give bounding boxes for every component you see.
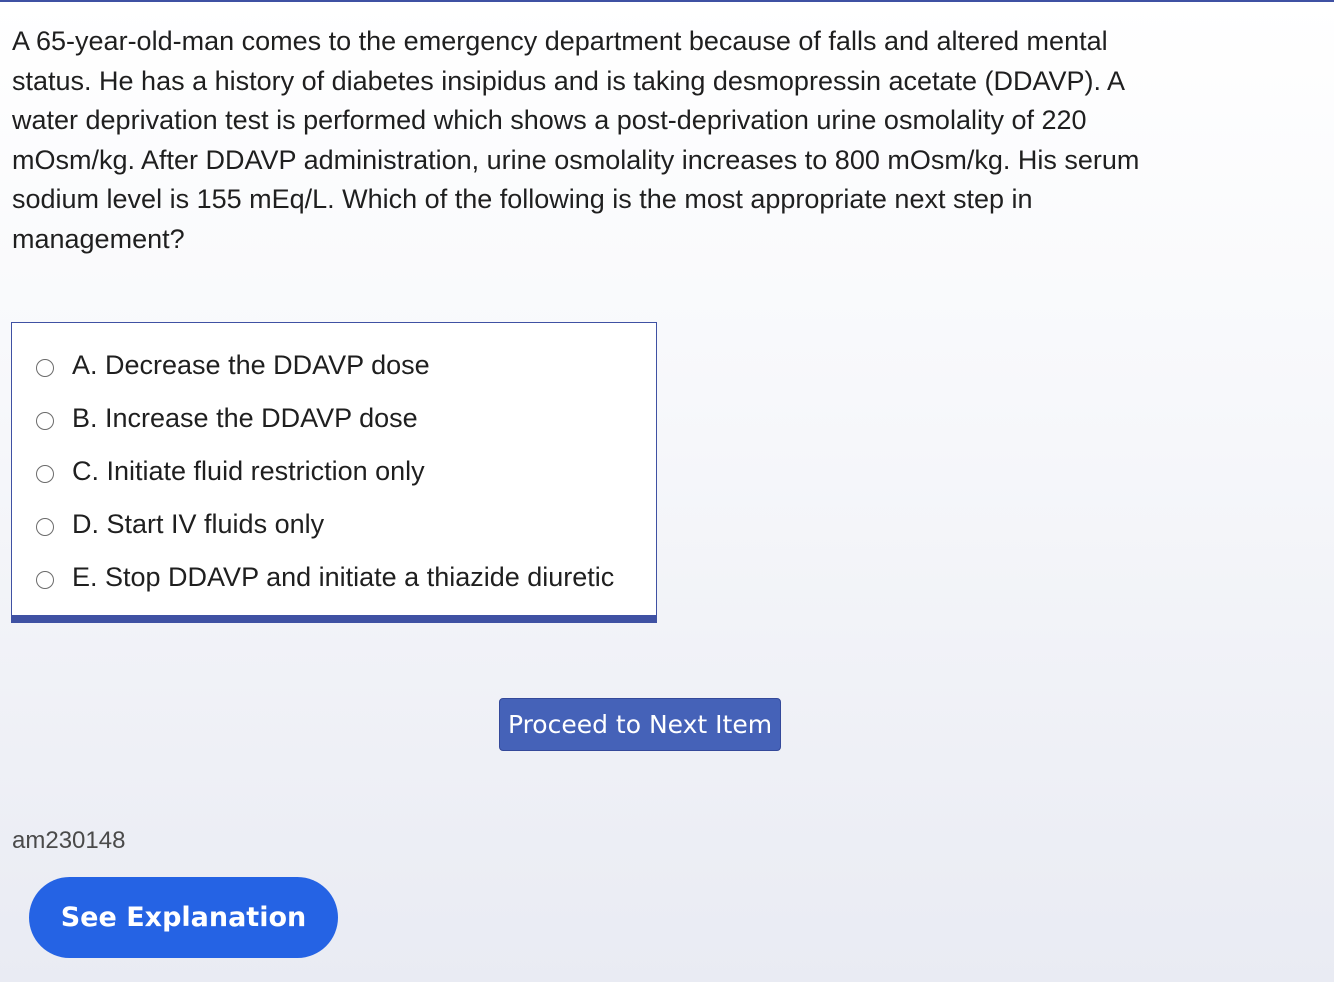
choice-b[interactable] — [36, 398, 418, 438]
radio-button[interactable] — [36, 412, 54, 430]
see-explanation-button[interactable]: See Explanation — [29, 877, 338, 958]
choice-label: C. Initiate fluid restriction only — [72, 455, 425, 486]
choice-label: D. Start IV fluids only — [72, 508, 325, 539]
choice-a[interactable] — [36, 345, 430, 385]
radio-button[interactable] — [36, 571, 54, 589]
choice-label: B. Increase the DDAVP dose — [72, 402, 418, 433]
proceed-next-button[interactable]: Proceed to Next Item — [499, 698, 781, 751]
choice-d[interactable] — [36, 504, 324, 544]
choice-c[interactable] — [36, 451, 425, 491]
question-stem: A 65-year-old-man comes to the emergency department because of falls and altered mental status. He has a history of diabetes insipidus and is taking desmopressin acetate (DDAVP). A water deprivation test is performed which shows a post-deprivation urine osmolality of 220 mOsm/kg. After DDAVP administration, urine osmolality increases to 800 mOsm/kg. His serum sodium level is 155 mEq/L. Which of the following is the most appropriate next step in management? — [12, 26, 1140, 254]
choice-label: A. Decrease the DDAVP dose — [72, 349, 430, 380]
answer-choices — [11, 322, 657, 623]
radio-button[interactable] — [36, 465, 54, 483]
radio-button[interactable] — [36, 518, 54, 536]
item-id: am230148 — [12, 827, 126, 854]
choice-e[interactable] — [36, 557, 614, 597]
radio-button[interactable] — [36, 359, 54, 377]
choice-label: E. Stop DDAVP and initiate a thiazide diuretic — [72, 561, 615, 592]
